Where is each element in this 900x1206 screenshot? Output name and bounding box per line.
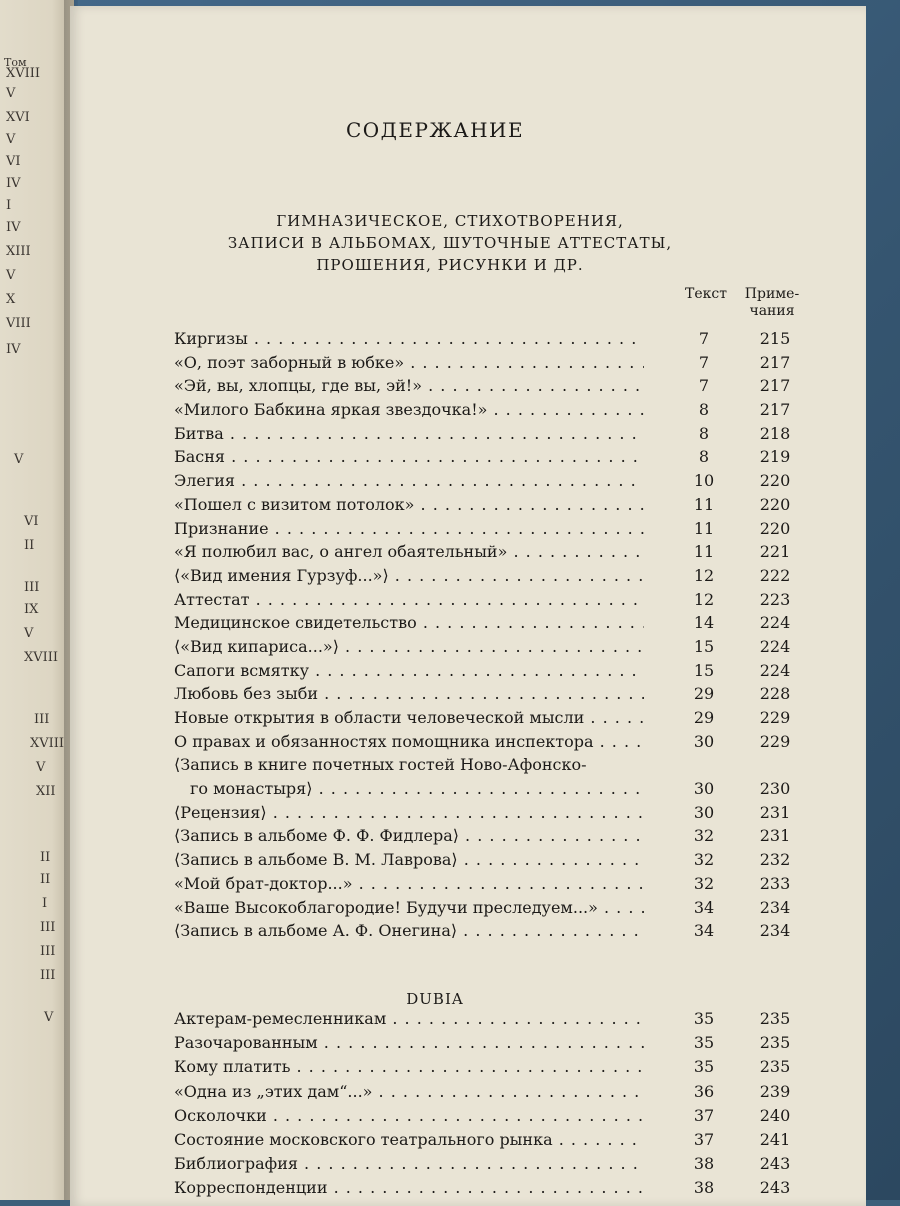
toc-entry-title: «Мой брат-доктор...» . . . [174, 874, 644, 893]
toc-entry-title: «О, поэт заборный в юбке» . . . [174, 353, 644, 372]
toc-entry-title: Сапоги всмятку . . . [174, 661, 644, 680]
section-heading-line: ПРОШЕНИЯ, РИСУНКИ И ДР. [316, 256, 584, 274]
toc-entry-notes-page: 229 [759, 708, 791, 727]
toc-entry-title: Корреспонденции . . . [174, 1178, 644, 1197]
toc-entry-text-page: 8 [698, 447, 710, 467]
toc-entry-title: «Я полюбил вас, о ангел обаятельный» . . . [174, 542, 644, 561]
toc-entry-title: «Эй, вы, хлопцы, где вы, эй!» . . . [174, 376, 644, 395]
toc-entry-text-page: 37 [693, 1105, 715, 1125]
toc-entry-notes-page: 240 [759, 1105, 791, 1125]
toc-entry-title: Актерам-ремесленникам . . . [174, 1009, 644, 1028]
toc-entry-notes-page: 235 [759, 1009, 791, 1028]
toc-entry [174, 898, 814, 922]
toc-entry-text-page: 11 [693, 494, 715, 514]
toc-entry-text-page: 35 [693, 1009, 715, 1028]
toc-entry-notes-page: 232 [759, 850, 791, 870]
toc-entry-title: ⟨Запись в книге почетных гостей Ново-Афонско- [174, 755, 587, 775]
section-heading [170, 210, 730, 276]
toc-entry-title: Новые открытия в области человеческой мысли . . . [174, 708, 644, 727]
toc-entry-title: «Одна из „этих дам“...» . . . [174, 1082, 644, 1101]
toc-entry [174, 1057, 814, 1081]
left-page-text: X [6, 292, 16, 307]
left-page-text: I [6, 198, 12, 213]
column-header-notes-line: Приме- [744, 286, 800, 302]
toc-entry-text-page: 8 [698, 423, 710, 443]
left-page-text: Том [4, 56, 27, 69]
left-page-text: IV [6, 342, 21, 357]
toc-entry [174, 1033, 814, 1057]
toc-entry-text-page: 8 [698, 400, 710, 420]
toc-entry [174, 376, 814, 400]
left-page-text: III [40, 920, 56, 935]
toc-entry [174, 779, 814, 803]
toc-entry [174, 732, 814, 756]
toc-entry-text-page: 15 [693, 636, 715, 656]
toc-entry [174, 637, 814, 661]
toc-entry [174, 755, 814, 779]
toc-entry-title: Битва . . . [174, 424, 644, 443]
left-page-text: V [14, 452, 24, 467]
left-page-text: XVIII [30, 736, 65, 751]
column-header-notes-line: чания [749, 303, 795, 319]
toc-entry-text-page: 34 [693, 897, 715, 917]
toc-entry-text-page: 7 [698, 329, 710, 348]
toc-entry-notes-page: 218 [759, 423, 791, 443]
toc-entry-title: О правах и обязанностях помощника инспектора . . . [174, 732, 644, 751]
toc-entry [174, 495, 814, 519]
toc-entry-title: Басня . . . [174, 447, 644, 466]
toc-entry-title: ⟨Запись в альбоме В. М. Лаврова⟩ . . . [174, 850, 644, 869]
toc-entry [174, 1178, 814, 1202]
left-page-text: VIII [6, 316, 31, 331]
left-page-text: XVIII [24, 650, 59, 665]
toc-entry-notes-page: 215 [759, 329, 791, 348]
toc-entry-text-page: 12 [693, 565, 715, 585]
left-page-text: IX [24, 602, 39, 617]
toc-entry-notes-page: 220 [759, 518, 791, 538]
toc-entry-title: «Ваше Высокоблагородие! Будучи преследуем...» . . . [174, 898, 644, 917]
toc-entry-notes-page: 229 [759, 731, 791, 751]
toc-entry [174, 874, 814, 898]
left-page-text: III [40, 968, 56, 983]
toc-entry-text-page: 38 [693, 1178, 715, 1198]
toc-entry-title: ⟨«Вид кипариса...»⟩ . . . [174, 637, 644, 656]
column-header-notes [736, 286, 808, 320]
toc-entry [174, 329, 814, 353]
toc-entry [174, 566, 814, 590]
left-page-text: III [34, 712, 50, 727]
toc-entry [174, 1130, 814, 1154]
book-page [70, 6, 866, 1206]
toc-entry-notes-page: 222 [759, 565, 791, 585]
toc-entry-text-page: 36 [693, 1081, 715, 1101]
toc-entry-notes-page: 223 [759, 589, 791, 609]
left-page-text: V [6, 86, 16, 101]
toc-entry [174, 803, 814, 827]
toc-entry-text-page: 29 [693, 684, 715, 704]
toc-entry-text-page: 29 [693, 708, 715, 727]
toc-entry-notes-page: 224 [759, 613, 791, 633]
toc-entry-text-page: 32 [693, 850, 715, 870]
left-page-text: XVI [6, 110, 30, 125]
toc-entry-text-page: 34 [693, 921, 715, 941]
toc-entry [174, 661, 814, 685]
toc-entry [174, 850, 814, 874]
toc-entry-notes-page: 235 [759, 1033, 791, 1053]
toc-entry-notes-page: 224 [759, 660, 791, 680]
toc-entry-text-page: 15 [693, 660, 715, 680]
toc-entry-notes-page: 217 [759, 352, 791, 372]
toc-entry-title: Кому платить . . . [174, 1057, 644, 1076]
toc-entry-notes-page: 220 [759, 494, 791, 514]
left-page-text: IV [6, 220, 21, 235]
left-page-edge [0, 0, 74, 1200]
toc-entry-text-page: 30 [693, 802, 715, 822]
left-page-text: I [42, 896, 48, 911]
toc-entry-text-page: 37 [693, 1129, 715, 1149]
toc-entry-notes-page: 221 [759, 542, 791, 562]
toc-entry [174, 353, 814, 377]
left-page-text: II [40, 872, 51, 887]
left-page-text: V [36, 760, 46, 775]
toc-entry-text-page: 7 [698, 376, 710, 396]
toc-entry-notes-page: 220 [759, 471, 791, 491]
toc-entry [174, 1106, 814, 1130]
toc-entry-notes-page: 235 [759, 1057, 791, 1077]
toc-entry-title: Киргизы . . . [174, 329, 644, 348]
toc-entry [174, 1082, 814, 1106]
toc-entry-notes-page: 239 [759, 1081, 791, 1101]
left-page-text: II [24, 538, 35, 553]
toc-entry-text-page: 35 [693, 1033, 715, 1053]
toc-list-dubia [174, 1009, 814, 1203]
toc-entry-text-page: 10 [693, 471, 715, 491]
toc-entry [174, 708, 814, 732]
toc-entry-notes-page: 243 [759, 1178, 791, 1198]
toc-entry-title: Любовь без зыби . . . [174, 684, 644, 703]
toc-entry-text-page: 32 [693, 873, 715, 893]
toc-entry-notes-page: 231 [759, 802, 791, 822]
toc-entry-title: Элегия . . . [174, 471, 644, 490]
toc-entry [174, 519, 814, 543]
toc-entry [174, 826, 814, 850]
toc-entry-title: Разочарованным . . . [174, 1033, 644, 1052]
toc-entry [174, 921, 814, 945]
toc-entry-text-page: 7 [698, 352, 710, 372]
toc-entry-notes-page: 230 [759, 779, 791, 799]
column-header-text: Текст [685, 286, 727, 302]
toc-entry-title: Библиография . . . [174, 1154, 644, 1173]
toc-entry-title: ⟨Рецензия⟩ . . . [174, 803, 644, 822]
left-page-text: V [24, 626, 34, 641]
toc-entry-notes-page: 234 [759, 921, 791, 941]
toc-entry-text-page: 12 [693, 589, 715, 609]
toc-entry-text-page: 32 [693, 826, 715, 846]
section-heading-line: ГИМНАЗИЧЕСКОЕ, СТИХОТВОРЕНИЯ, [276, 212, 624, 230]
toc-entry [174, 684, 814, 708]
left-page-text: V [6, 132, 16, 147]
toc-entry-text-page: 30 [693, 779, 715, 799]
toc-entry [174, 400, 814, 424]
toc-entry [174, 1154, 814, 1178]
toc-entry-title: го монастыря⟩ . . . [190, 779, 644, 798]
toc-entry-title: «Милого Бабкина яркая звездочка!» . . . [174, 400, 644, 419]
left-page-text: VI [24, 514, 39, 529]
toc-entry-notes-page: 241 [759, 1129, 791, 1149]
toc-entry [174, 424, 814, 448]
toc-entry [174, 1009, 814, 1033]
toc-entry-notes-page: 217 [759, 376, 791, 396]
left-page-text: IV [6, 176, 21, 191]
toc-entry-text-page: 11 [693, 542, 715, 562]
toc-entry-title: Аттестат . . . [174, 590, 644, 609]
dubia-heading: DUBIA [406, 990, 464, 1008]
toc-entry-notes-page: 233 [759, 873, 791, 893]
section-heading-line: ЗАПИСИ В АЛЬБОМАХ, ШУТОЧНЫЕ АТТЕСТАТЫ, [227, 234, 673, 252]
left-page-text: XVIII [6, 66, 41, 81]
toc-entry [174, 542, 814, 566]
toc-entry-notes-page: 219 [759, 447, 791, 467]
toc-entry-text-page: 38 [693, 1154, 715, 1174]
toc-entry [174, 590, 814, 614]
toc-entry-title: Осколочки . . . [174, 1106, 644, 1125]
toc-entry-text-page: 11 [693, 518, 715, 538]
toc-entry [174, 471, 814, 495]
toc-entry-notes-page: 231 [759, 826, 791, 846]
toc-entry-notes-page: 234 [759, 897, 791, 917]
toc-entry [174, 447, 814, 471]
toc-entry-notes-page: 228 [759, 684, 791, 704]
left-page-text: V [44, 1010, 54, 1025]
toc-entry-title: «Пошел с визитом потолок» . . . [174, 495, 644, 514]
toc-entry-text-page: 14 [693, 613, 715, 633]
left-page-text: III [40, 944, 56, 959]
toc-entry-text-page: 30 [693, 731, 715, 751]
left-page-text: XIII [6, 244, 31, 259]
toc-entry-title: Медицинское свидетельство . . . [174, 613, 644, 632]
toc-entry-title: ⟨Запись в альбоме Ф. Ф. Фидлера⟩ . . . [174, 826, 644, 845]
toc-entry-notes-page: 217 [759, 400, 791, 420]
toc-entry [174, 613, 814, 637]
page-title: СОДЕРЖАНИЕ [345, 118, 525, 142]
toc-entry-title: Признание . . . [174, 519, 644, 538]
left-page-text: III [24, 580, 40, 595]
left-page-text: XII [36, 784, 56, 799]
left-page-text: VI [6, 154, 21, 169]
toc-list [174, 329, 814, 945]
toc-entry-title: ⟨Запись в альбоме А. Ф. Онегина⟩ . . . [174, 921, 644, 940]
toc-entry-notes-page: 243 [759, 1154, 791, 1174]
toc-entry-title: Состояние московского театрального рынка . . . [174, 1130, 644, 1149]
left-page-text: V [6, 268, 16, 283]
left-page-text: II [40, 850, 51, 865]
toc-entry-text-page: 35 [693, 1057, 715, 1077]
toc-entry-title: ⟨«Вид имения Гурзуф...»⟩ . . . [174, 566, 644, 585]
toc-entry-notes-page: 224 [759, 636, 791, 656]
